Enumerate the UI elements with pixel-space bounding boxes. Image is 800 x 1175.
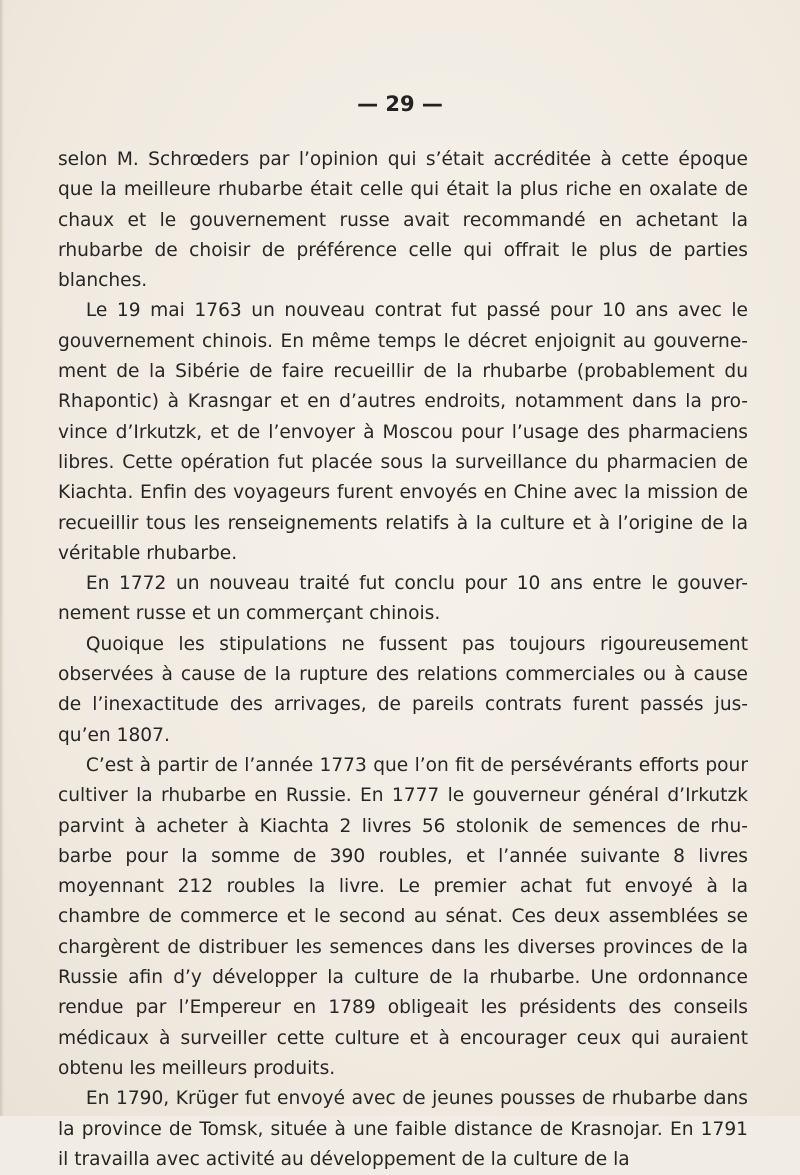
- paragraph-5: C’est à partir de l’année 1773 que l’on fit de persévérants efforts pour cultiver la rhubarbe en Russie. En 1777 le gouverneur général d’Irkutzk parvint à acheter à Kiachta 2 livres 56 stolonik de semences de rhu-barbe pour la somme de 390 roubles, et l’année suivante 8 livres moyennant 212 roubles la livre. Le premier achat fut envoyé à la chambre de commerce et le second au sénat. Ces deux assemblées se chargèrent de distribuer les semences dans les diverses provinces de la Russie afin d’y développer la culture de la rhubarbe. Une ordonnance rendue par l’Empereur en 1789 obligeait les présidents des conseils médicaux à surveiller cette culture et à encourager ceux qui auraient obtenu les meilleurs produits.: [58, 754, 748, 1079]
- page-number: — 29 —: [357, 92, 443, 116]
- page-edge-shadow: [0, 0, 4, 1116]
- paragraph-6: En 1790, Krüger fut envoyé avec de jeunes pousses de rhubarbe dans la province de Tomsk, située à une faible distance de Krasnojar. En 1791 il travailla avec activité au développement de la culture de la: [58, 1088, 748, 1170]
- paragraph-1: selon M. Schrœders par l’opinion qui s’était accréditée à cette époque que la meilleure rhubarbe était celle qui était la plus riche en oxalate de chaux et le gouvernement russe avait recommandé en achetant la rhubarbe de choisir de préférence celle qui offrait le plus de parties blanches.: [58, 149, 748, 292]
- body-text: [58, 145, 748, 1175]
- paragraph-2: Le 19 mai 1763 un nouveau contrat fut passé pour 10 ans avec le gouvernement chinois. En même temps le décret enjoignit au gouverne-ment de la Sibérie de faire recueillir de la rhubarbe (probablement du Rhapontic) à Krasngar et en d’autres endroits, notamment dans la pro-vince d’Irkutzk, et de l’envoyer à Moscou pour l’usage des pharmaciens libres. Cette opération fut placée sous la surveillance du pharmacien de Kiachta. Enfin des voyageurs furent envoyés en Chine avec la mission de recueillir tous les renseignements relatifs à la culture et à l’origine de la véritable rhubarbe.: [58, 300, 748, 564]
- paragraph-3: En 1772 un nouveau traité fut conclu pour 10 ans entre le gouver-nement russe et un commerçant chinois.: [58, 573, 748, 625]
- paragraph-4: Quoique les stipulations ne fussent pas toujours rigoureusement observées à cause de la rupture des relations commerciales ou à cause de l’inexactitude des arrivages, de pareils contrats furent passés jus-qu’en 1807.: [58, 633, 748, 746]
